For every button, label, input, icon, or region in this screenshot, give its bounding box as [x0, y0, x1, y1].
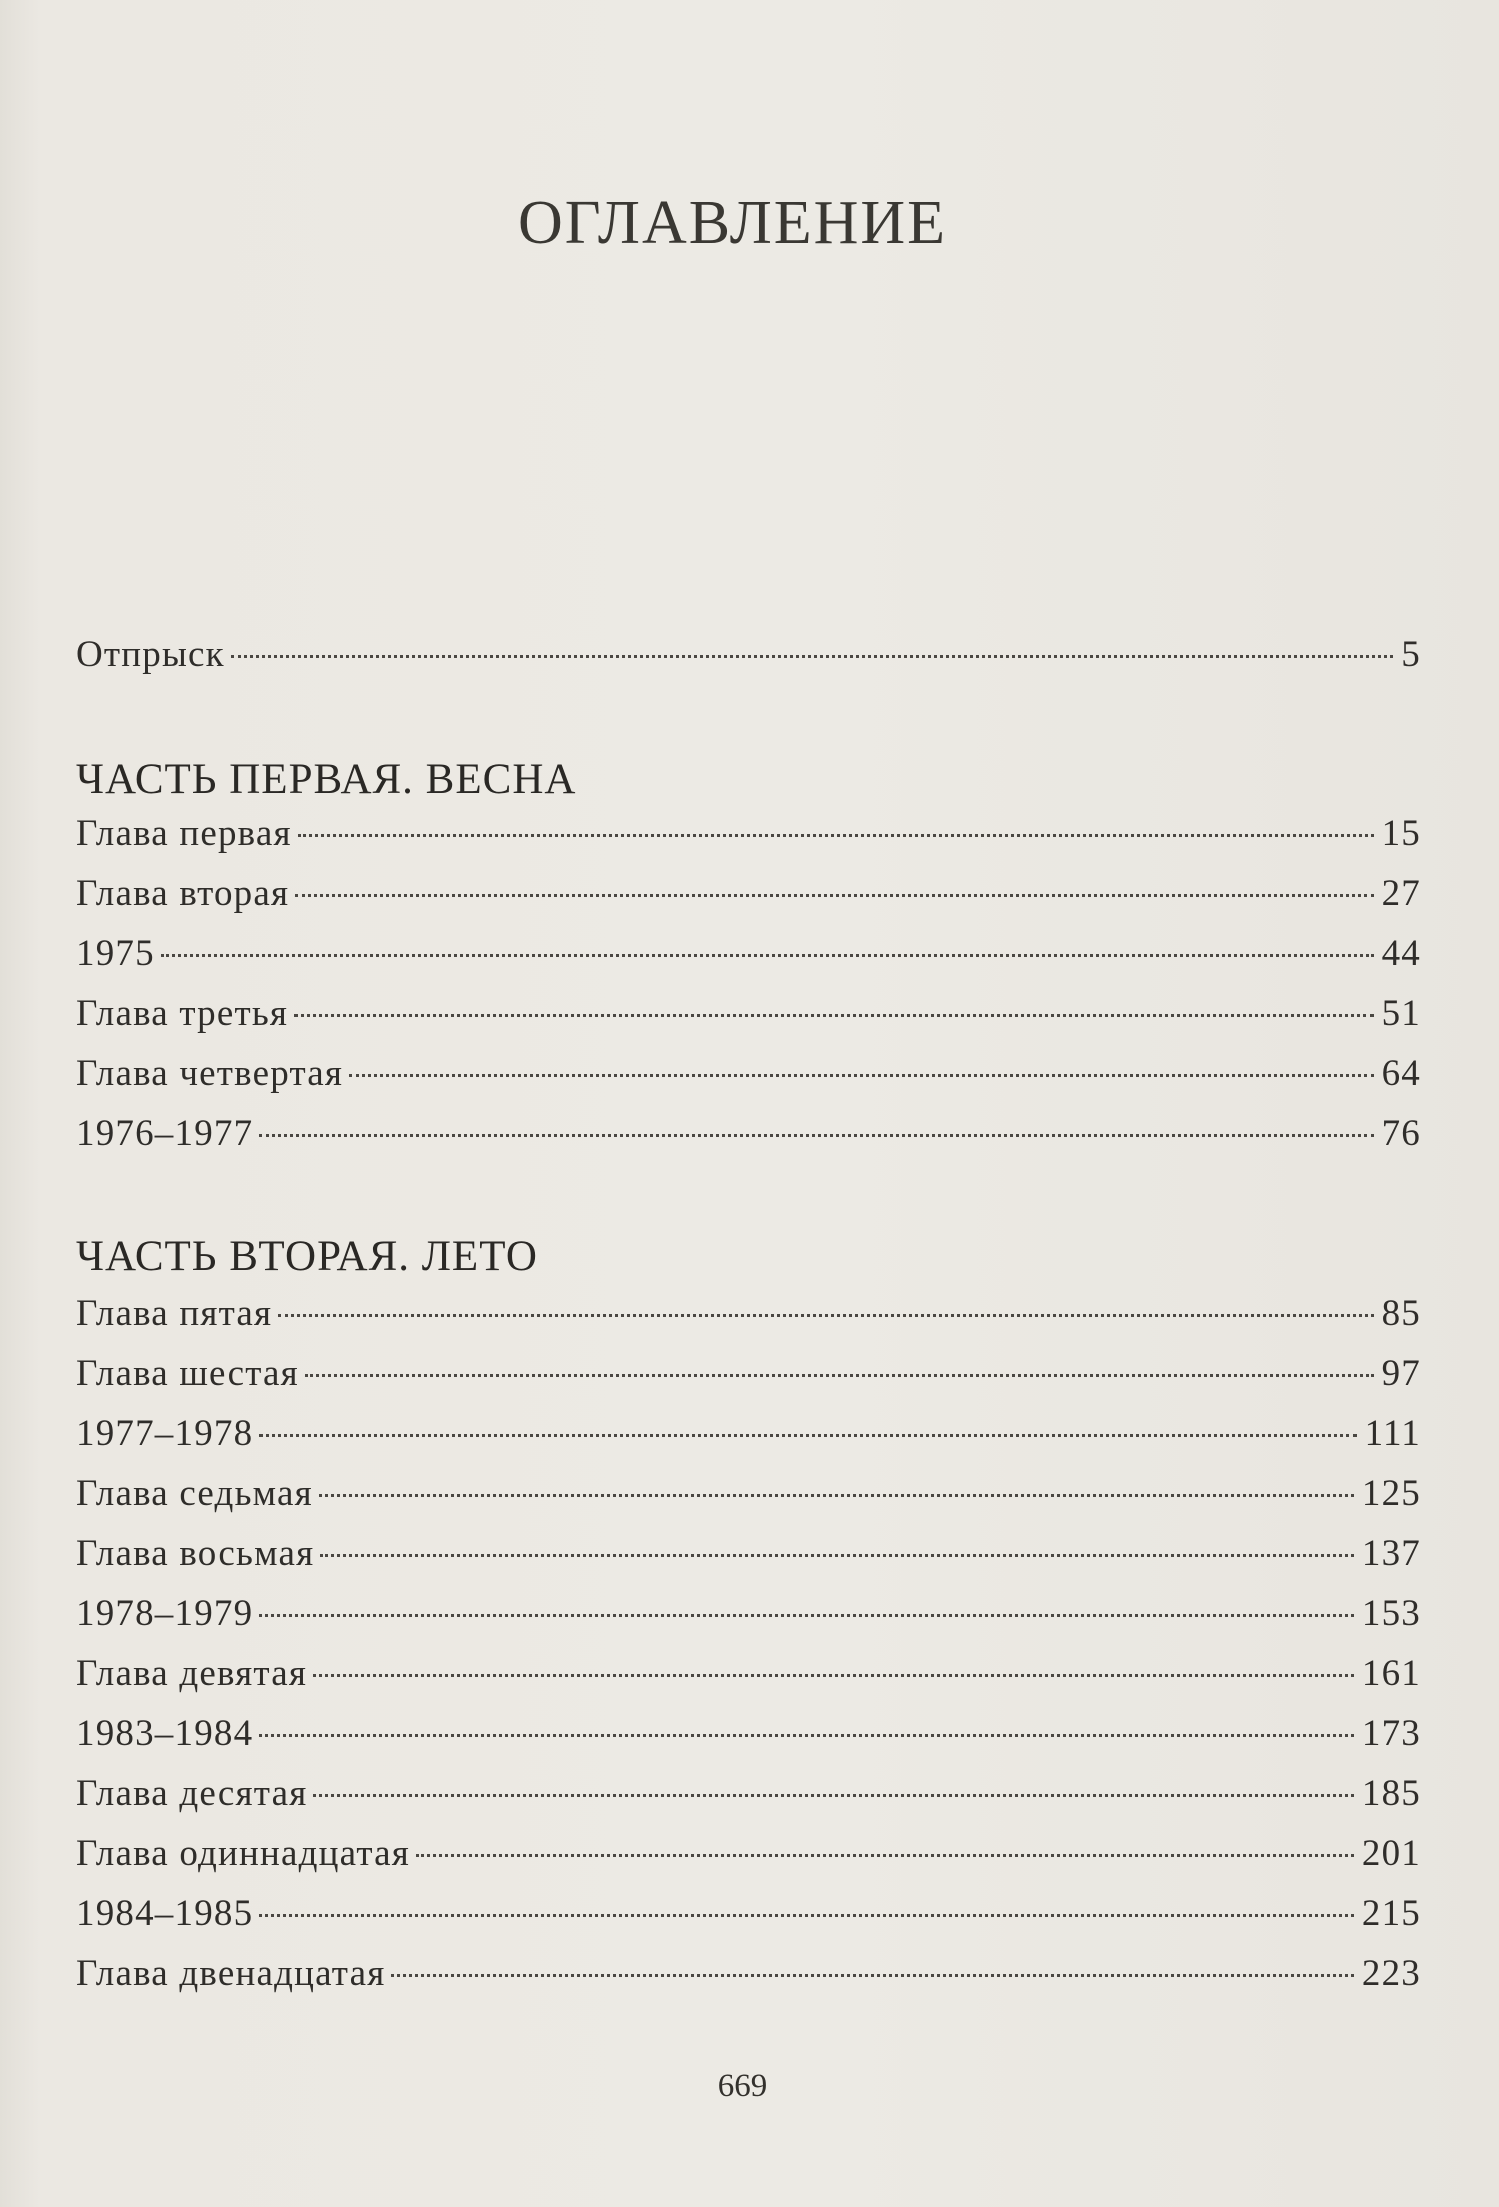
toc-entry[interactable] [76, 1832, 1421, 1884]
toc-entry-label: 1984–1985 [76, 1893, 254, 1934]
toc-entry-page: 27 [1381, 873, 1421, 914]
toc-entry-intro[interactable] [76, 633, 1421, 685]
toc-entry[interactable] [76, 1712, 1421, 1764]
dot-leader [259, 1734, 1354, 1737]
toc-entry-page: 223 [1361, 1953, 1421, 1994]
toc-entry-page: 44 [1381, 933, 1421, 974]
dot-leader [294, 1014, 1373, 1017]
dot-leader [319, 1494, 1354, 1497]
toc-entry-page: 97 [1381, 1353, 1421, 1394]
toc-entry-label: 1975 [76, 933, 155, 974]
dot-leader [320, 1554, 1354, 1557]
part-heading-2: ЧАСТЬ ВТОРАЯ. ЛЕТО [76, 1233, 538, 1280]
toc-entry-label: 1976–1977 [76, 1113, 254, 1154]
toc-entry[interactable] [76, 932, 1421, 984]
toc-entry-label: Глава десятая [76, 1773, 308, 1814]
toc-entry-label: Глава седьмая [76, 1473, 313, 1514]
page-title: ОГЛАВЛЕНИЕ [517, 189, 948, 257]
toc-entry[interactable] [76, 1052, 1421, 1104]
toc-entry-label: Глава девятая [76, 1653, 308, 1694]
page-number: 669 [717, 2068, 768, 2104]
dot-leader [231, 655, 1393, 658]
dot-leader [259, 1434, 1356, 1437]
dot-leader [259, 1614, 1354, 1617]
toc-entry-label: Глава третья [76, 993, 289, 1034]
toc-entry[interactable] [76, 1292, 1421, 1344]
toc-entry-page: 111 [1364, 1413, 1421, 1454]
toc-entry[interactable] [76, 1652, 1421, 1704]
dot-leader [349, 1074, 1373, 1077]
dot-leader [161, 954, 1374, 957]
toc-entry-page: 185 [1361, 1773, 1421, 1814]
toc-entry-label: Глава четвертая [76, 1053, 344, 1094]
toc-entry[interactable] [76, 1112, 1421, 1164]
toc-entry[interactable] [76, 1352, 1421, 1404]
dot-leader [259, 1134, 1373, 1137]
dot-leader [295, 894, 1373, 897]
toc-entry-page: 51 [1381, 993, 1421, 1034]
toc-entry-label: Отпрыск [76, 634, 225, 675]
toc-entry[interactable] [76, 1592, 1421, 1644]
toc-entry-page: 125 [1361, 1473, 1421, 1514]
toc-entry-label: Глава восьмая [76, 1533, 315, 1574]
toc-entry-page: 5 [1401, 634, 1421, 675]
toc-entry-page: 64 [1381, 1053, 1421, 1094]
dot-leader [259, 1914, 1354, 1917]
dot-leader [298, 834, 1374, 837]
toc-entry[interactable] [76, 1532, 1421, 1584]
toc-entry-label: Глава одиннадцатая [76, 1833, 410, 1874]
dot-leader [416, 1854, 1354, 1857]
toc-entry[interactable] [76, 992, 1421, 1044]
toc-entry-label: 1983–1984 [76, 1713, 254, 1754]
toc-entry[interactable] [76, 812, 1421, 864]
toc-entry[interactable] [76, 1472, 1421, 1524]
toc-entry-label: Глава двенадцатая [76, 1953, 386, 1994]
toc-entry-page: 161 [1361, 1653, 1421, 1694]
toc-entry-page: 85 [1381, 1293, 1421, 1334]
toc-entry-label: Глава вторая [76, 873, 290, 914]
toc-entry-label: 1978–1979 [76, 1593, 254, 1634]
toc-entry-page: 137 [1361, 1533, 1421, 1574]
toc-entry-page: 173 [1361, 1713, 1421, 1754]
toc-entry-label: 1977–1978 [76, 1413, 254, 1454]
toc-entry-label: Глава шестая [76, 1353, 299, 1394]
dot-leader [313, 1794, 1353, 1797]
toc-entry[interactable] [76, 1412, 1421, 1464]
toc-entry[interactable] [76, 1952, 1421, 2004]
toc-entry[interactable] [76, 1892, 1421, 1944]
toc-entry[interactable] [76, 1772, 1421, 1824]
toc-entry-page: 153 [1361, 1593, 1421, 1634]
dot-leader [391, 1974, 1353, 1977]
toc-entry-label: Глава пятая [76, 1293, 273, 1334]
toc-entry-label: Глава первая [76, 813, 292, 854]
toc-entry-page: 201 [1361, 1833, 1421, 1874]
dot-leader [305, 1374, 1374, 1377]
toc-entry[interactable] [76, 872, 1421, 924]
toc-entry-page: 15 [1381, 813, 1421, 854]
toc-entry-page: 215 [1361, 1893, 1421, 1934]
dot-leader [313, 1674, 1354, 1677]
dot-leader [278, 1314, 1373, 1317]
toc-entry-page: 76 [1381, 1113, 1421, 1154]
part-heading-1: ЧАСТЬ ПЕРВАЯ. ВЕСНА [76, 756, 577, 803]
